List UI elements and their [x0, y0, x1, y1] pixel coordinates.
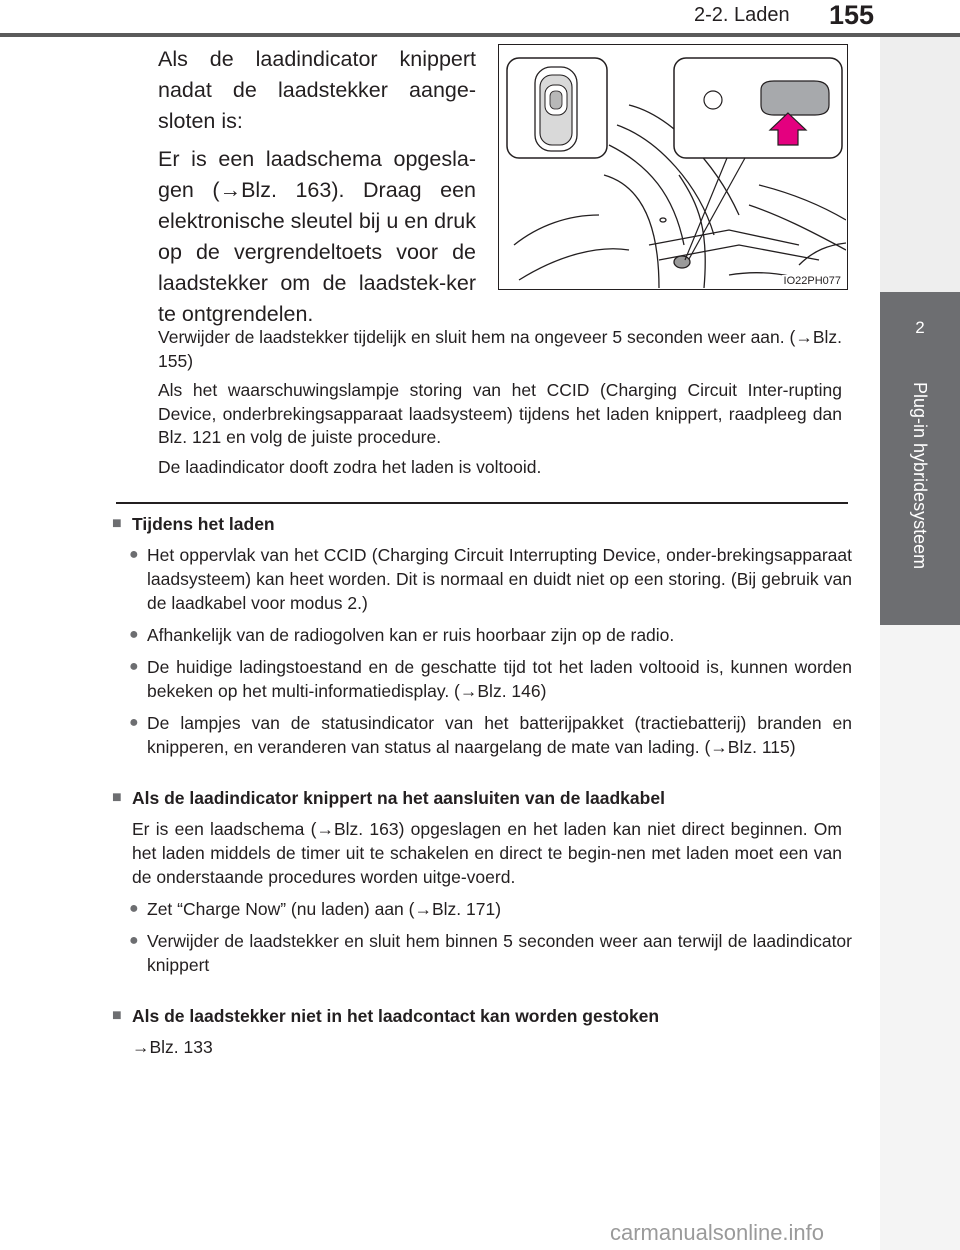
bullet-icon: ● — [129, 900, 139, 917]
list-item: ● De lampjes van de statusindicator van het batterijpakket (tractiebatterij) branden en knipperen, en veranderen van status al naargelang de mate van lading. (→Blz. 115) — [129, 713, 852, 757]
header-rule — [0, 33, 960, 37]
bullet-icon: ● — [129, 626, 139, 643]
list-item: ● Zet “Charge Now” (nu laden) aan (→Blz. 171) — [129, 899, 502, 919]
section-during-charging — [112, 512, 852, 767]
side-tab-background — [880, 37, 960, 292]
side-tab-strip — [880, 625, 960, 1250]
bullet-icon: ● — [129, 658, 139, 675]
note-2: Als het waarschuwingslampje storing van het CCID (Charging Circuit Inter-rupting Device, onderbrekingsapparaat laadsysteem) tijdens het laden knippert, raadpleeg dan Blz. 121 en volg de juiste procedure. — [158, 380, 842, 447]
section-indicator-blinking — [112, 786, 852, 985]
list-item: ● Verwijder de laadstekker en sluit hem binnen 5 seconden weer aan terwijl de laadindicator knippert — [129, 931, 852, 975]
chapter-label: Plug-in hybridesysteem — [910, 382, 930, 570]
illustration-drawing — [499, 45, 846, 288]
watermark: carmanualsonline.info — [610, 1220, 825, 1245]
intro-paragraph-2: Er is een laadschema opgesla-gen (→Blz. 163). Draag een elektronische sleutel bij u en druk op de vergrendeltoets voor de laadstekker om de laadstek-ker te ontgrendelen. — [158, 147, 476, 326]
section-divider — [116, 502, 848, 504]
list-item: ● De huidige ladingstoestand en de geschatte tijd tot het laden voltooid is, kunnen worden bekeken op het multi-informatiedisplay. (→Blz. 146) — [129, 657, 852, 701]
section-heading: ■ Als de laadstekker niet in het laadcontact kan worden gestoken — [112, 1004, 852, 1028]
page-reference: →Blz. 133 — [132, 1037, 213, 1057]
page-number: 155 — [829, 0, 875, 30]
notes — [158, 326, 842, 485]
intro-text — [158, 44, 476, 337]
chapter-tab — [880, 292, 960, 625]
section-text: Er is een laadschema (→Blz. 163) opgeslagen en het laden kan niet direct beginnen. Om het laden middels de timer uit te schakelen en direct te begin-nen met laden moet een van de onderstaande procedures worden uitge-voerd. — [132, 819, 842, 887]
section-heading: ■ Tijdens het laden — [112, 512, 852, 536]
bullet-icon: ● — [129, 714, 139, 731]
figure-code: IO22PH077 — [783, 275, 841, 287]
bullet-icon: ● — [129, 546, 139, 563]
illustration-charge-lock — [498, 44, 848, 290]
section-heading: ■ Als de laadindicator knippert na het aansluiten van de laadkabel — [112, 786, 852, 810]
page-header — [0, 0, 960, 40]
section-title: 2-2. Laden — [694, 4, 790, 26]
section-plug-not-fitting — [112, 1004, 852, 1059]
list-item: ● Afhankelijk van de radiogolven kan er ruis hoorbaar zijn op de radio. — [129, 625, 675, 645]
intro-paragraph-1: Als de laadindicator knippert nadat de laadstekker aange-sloten is: — [158, 47, 476, 133]
chapter-number: 2 — [915, 318, 925, 337]
note-3: De laadindicator dooft zodra het laden is voltooid. — [158, 456, 542, 477]
bullet-icon: ● — [129, 932, 139, 949]
note-1: Verwijder de laadstekker tijdelijk en sluit hem na ongeveer 5 seconden weer aan. (→Blz. 155) — [158, 327, 842, 371]
list-item: ● Het oppervlak van het CCID (Charging Circuit Interrupting Device, onder-brekingsapparaat laadsysteem) kan heet worden. Dit is normaal en duidt niet op een storing. (Bij gebruik van de laadkabel voor modus 2.) — [129, 545, 852, 613]
